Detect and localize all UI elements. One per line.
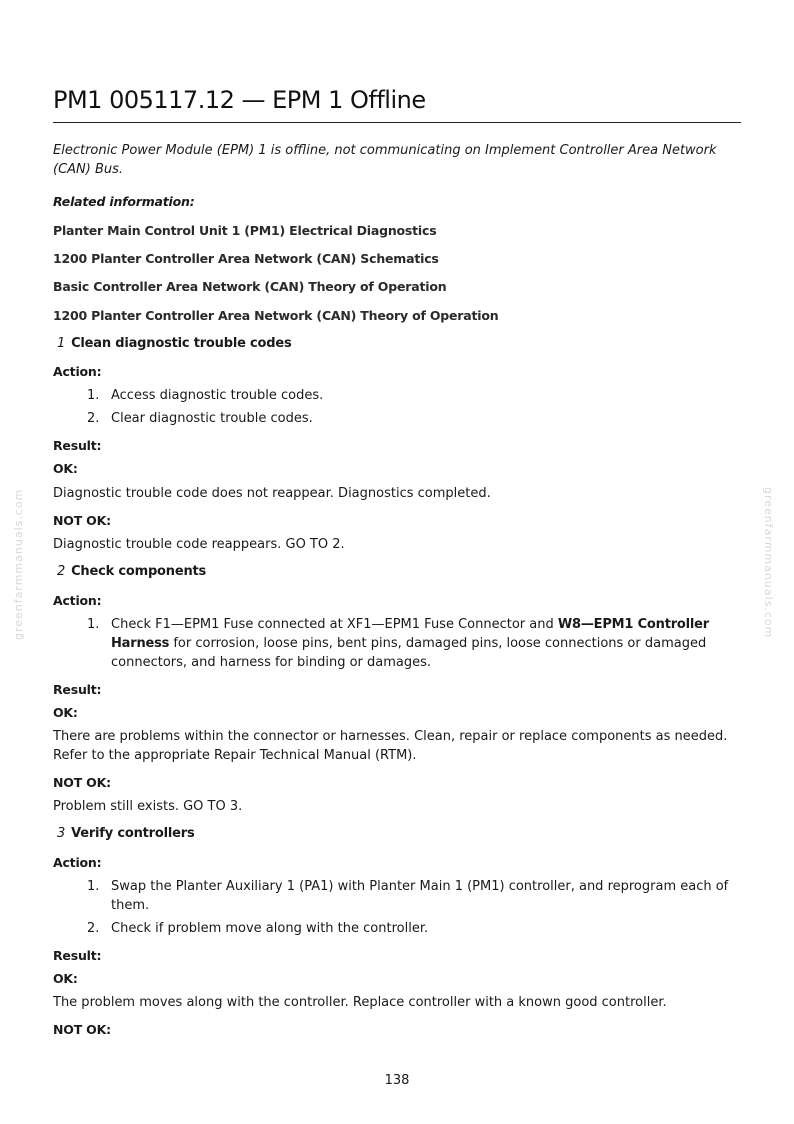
list-item — [87, 386, 707, 405]
list-number: 1. — [87, 617, 100, 632]
list-number: 2. — [87, 921, 100, 936]
list-item — [87, 409, 707, 428]
step-number: 2 — [57, 564, 66, 579]
related-heading: Related information: — [53, 194, 195, 209]
list-text: Access diagnostic trouble codes. — [111, 388, 324, 403]
step-heading — [53, 564, 206, 579]
ok-label: OK: — [53, 971, 78, 986]
related-link[interactable]: 1200 Planter Controller Area Network (CAN) Theory of Operation — [53, 308, 499, 323]
result-label: Result: — [53, 948, 102, 963]
related-link[interactable]: 1200 Planter Controller Area Network (CAN) Schematics — [53, 251, 439, 266]
list-text: Clear diagnostic trouble codes. — [111, 411, 313, 426]
action-label: Action: — [53, 593, 102, 608]
not-ok-label: NOT OK: — [53, 1022, 111, 1037]
not-ok-text: Problem still exists. GO TO 3. — [53, 799, 243, 814]
ok-text: Diagnostic trouble code does not reappear. Diagnostics completed. — [53, 486, 491, 501]
ok-text: The problem moves along with the controller. Replace controller with a known good controller. — [53, 995, 667, 1010]
list-item — [87, 615, 747, 672]
result-label: Result: — [53, 682, 102, 697]
related-link[interactable]: Planter Main Control Unit 1 (PM1) Electrical Diagnostics — [53, 223, 437, 238]
list-number: 1. — [87, 879, 100, 894]
step-heading — [53, 336, 292, 351]
result-label: Result: — [53, 438, 102, 453]
step-number: 1 — [57, 336, 66, 351]
ok-text: There are problems within the connector or harnesses. Clean, repair or replace components as needed. Refer to the appropriate Repair Technical Manual (RTM). — [53, 729, 728, 763]
list-item — [87, 877, 739, 915]
watermark-left: greenfarmmanuals.com — [12, 488, 25, 640]
page-number: 138 — [384, 1073, 410, 1088]
ok-label: OK: — [53, 461, 78, 476]
list-text — [111, 615, 747, 672]
list-number: 1. — [87, 388, 100, 403]
title-rule — [53, 122, 741, 123]
not-ok-text: Diagnostic trouble code reappears. GO TO 2. — [53, 537, 345, 552]
action-label: Action: — [53, 364, 102, 379]
step-title: Clean diagnostic trouble codes — [71, 336, 292, 351]
harness-link[interactable]: W8—EPM1 Controller Harness — [111, 617, 709, 651]
step-heading — [53, 826, 195, 841]
list-text: Check if problem move along with the controller. — [111, 921, 429, 936]
not-ok-label: NOT OK: — [53, 513, 111, 528]
list-item — [87, 919, 707, 938]
intro-text: Electronic Power Module (EPM) 1 is offline, not communicating on Implement Controller Area Network (CAN) Bus. — [53, 143, 717, 177]
list-text: Swap the Planter Auxiliary 1 (PA1) with Planter Main 1 (PM1) controller, and reprogram each of them. — [111, 879, 729, 913]
step-number: 3 — [57, 826, 66, 841]
step-title: Verify controllers — [71, 826, 195, 841]
ok-label: OK: — [53, 705, 78, 720]
step-title: Check components — [71, 564, 207, 579]
list-number: 2. — [87, 411, 100, 426]
action-label: Action: — [53, 855, 102, 870]
not-ok-label: NOT OK: — [53, 775, 111, 790]
page-title: PM1 005117.12 — EPM 1 Offline — [53, 86, 426, 114]
list-text-part: Check F1—EPM1 Fuse connected at XF1—EPM1 Fuse Connector and — [111, 617, 558, 632]
list-text-part: for corrosion, loose pins, bent pins, damaged pins, loose connections or damaged connectors, and harness for binding or damages. — [111, 636, 707, 670]
related-link[interactable]: Basic Controller Area Network (CAN) Theory of Operation — [53, 279, 447, 294]
watermark-right: greenfarmmanuals.com — [762, 487, 775, 639]
